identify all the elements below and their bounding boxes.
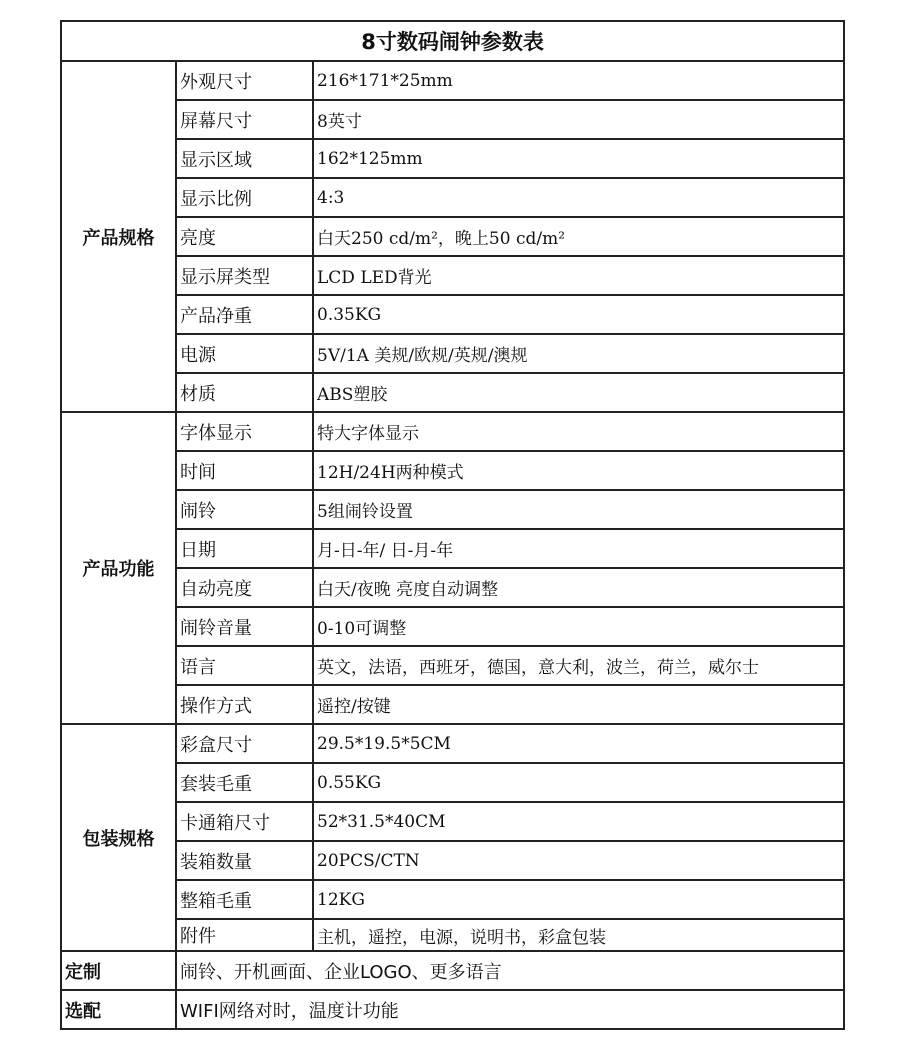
row-value: 20PCS/CTN: [313, 841, 844, 880]
row-value: 12H/24H两种模式: [313, 451, 844, 490]
row-label: 卡通箱尺寸: [176, 802, 313, 841]
row-label: 附件: [176, 919, 313, 951]
row-value: 5V/1A 美规/欧规/英规/澳规: [313, 334, 844, 373]
row-value: 4:3: [313, 178, 844, 217]
optional-label: 选配: [61, 990, 176, 1029]
spec-table: [60, 20, 845, 1030]
row-value: 主机，遥控，电源，说明书，彩盒包装: [313, 919, 844, 951]
optional-value: WIFI网络对时，温度计功能: [176, 990, 844, 1029]
row-label: 产品净重: [176, 295, 313, 334]
row-label: 电源: [176, 334, 313, 373]
row-value: 0.55KG: [313, 763, 844, 802]
group-label-packaging: 包装规格: [61, 724, 176, 951]
row-value: 29.5*19.5*5CM: [313, 724, 844, 763]
row-value: 8英寸: [313, 100, 844, 139]
group-label-function: 产品功能: [61, 412, 176, 724]
row-value: 月-日-年/ 日-月-年: [313, 529, 844, 568]
row-label: 装箱数量: [176, 841, 313, 880]
row-label: 字体显示: [176, 412, 313, 451]
row-label: 彩盒尺寸: [176, 724, 313, 763]
table-title: 8寸数码闹钟参数表: [61, 21, 844, 61]
row-label: 闹铃: [176, 490, 313, 529]
row-label: 屏幕尺寸: [176, 100, 313, 139]
custom-label: 定制: [61, 951, 176, 990]
row-label: 显示屏类型: [176, 256, 313, 295]
row-value: 216*171*25mm: [313, 61, 844, 100]
row-label: 材质: [176, 373, 313, 412]
row-label: 整箱毛重: [176, 880, 313, 919]
row-value: 0-10可调整: [313, 607, 844, 646]
row-label: 显示区域: [176, 139, 313, 178]
row-label: 闹铃音量: [176, 607, 313, 646]
row-label: 套装毛重: [176, 763, 313, 802]
custom-value: 闹铃、开机画面、企业LOGO、更多语言: [176, 951, 844, 990]
row-value: 特大字体显示: [313, 412, 844, 451]
row-label: 操作方式: [176, 685, 313, 724]
row-label: 自动亮度: [176, 568, 313, 607]
row-value: 12KG: [313, 880, 844, 919]
row-value: 遥控/按键: [313, 685, 844, 724]
group-label-spec: 产品规格: [61, 61, 176, 412]
row-label: 显示比例: [176, 178, 313, 217]
row-value: 英文，法语，西班牙，德国，意大利，波兰，荷兰，威尔士: [313, 646, 844, 685]
row-value: 白天/夜晚 亮度自动调整: [313, 568, 844, 607]
row-value: LCD LED背光: [313, 256, 844, 295]
row-label: 亮度: [176, 217, 313, 256]
row-label: 时间: [176, 451, 313, 490]
row-value: 0.35KG: [313, 295, 844, 334]
row-value: 5组闹铃设置: [313, 490, 844, 529]
row-value: ABS塑胶: [313, 373, 844, 412]
row-label: 外观尺寸: [176, 61, 313, 100]
row-value: 162*125mm: [313, 139, 844, 178]
row-label: 语言: [176, 646, 313, 685]
row-value: 52*31.5*40CM: [313, 802, 844, 841]
row-value: 白天250 cd/m²，晚上50 cd/m²: [313, 217, 844, 256]
row-label: 日期: [176, 529, 313, 568]
